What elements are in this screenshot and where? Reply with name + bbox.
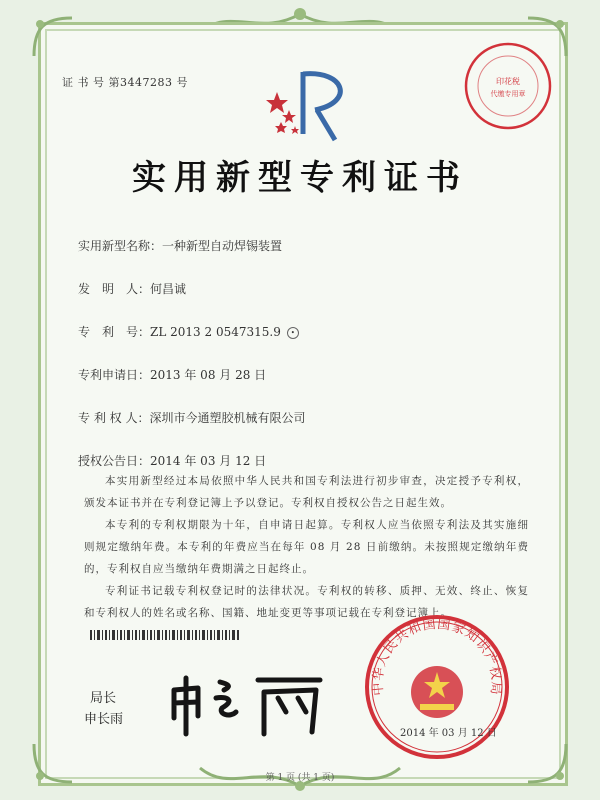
model-name-field [78, 237, 282, 254]
field-value: ZL 2013 2 0547315.9 [150, 325, 281, 339]
field-value: 何昌诚 [150, 282, 187, 296]
signature-name: 申长雨 [84, 712, 124, 727]
field-value: 2013 年 08 月 28 日 [150, 368, 267, 382]
small-seal [462, 40, 554, 132]
seal-date: 2014 年 03 月 12 日 [400, 728, 497, 739]
signature-title: 局长 [90, 691, 117, 706]
barcode [90, 630, 240, 640]
corner-ornament [30, 14, 76, 60]
seal-text: 中华人民共和国国家知识产权局 [370, 616, 504, 697]
patentee-field [78, 409, 305, 426]
announce-date-field [78, 452, 266, 469]
field-value: 2014 年 03 月 12 日 [150, 454, 267, 468]
body-paragraph: 专利证书记载专利权登记时的法律状况。专利权的转移、质押、无效、终止、恢复和专利权人的姓名或名称、国籍、地址变更等事项记载在专利登记簿上。 [84, 585, 529, 619]
svg-text:印花税: 印花税 [496, 77, 520, 86]
field-label: 专 利 号： [78, 325, 151, 339]
field-value: 一种新型自动焊锡装置 [162, 239, 283, 253]
field-label: 专利申请日： [78, 368, 151, 382]
field-value: 深圳市今通塑胶机械有限公司 [149, 411, 306, 425]
svg-text:代缴专用章: 代缴专用章 [490, 90, 526, 98]
official-seal [362, 612, 512, 762]
sipo-logo [255, 62, 365, 142]
page-footer: 第 1 页 (共 1 页) [265, 773, 335, 783]
filing-date-field [78, 366, 266, 383]
patent-number-field [78, 323, 299, 340]
inventor-field [78, 280, 186, 297]
field-label: 专 利 权 人： [78, 411, 150, 425]
field-label: 发 明 人： [78, 282, 151, 296]
certificate-number: 证 书 号 第3447283 号 [62, 76, 188, 89]
body-paragraph: 本实用新型经过本局依照中华人民共和国专利法进行初步审查，决定授予专利权，颁发本证书并在专利登记簿上予以登记。专利权自授权公告之日起生效。 [84, 475, 529, 509]
certificate-title: 实用新型专利证书 [132, 158, 468, 198]
field-label: 授权公告日： [78, 454, 151, 468]
field-label: 实用新型名称： [78, 239, 163, 253]
handwritten-signature [160, 660, 330, 740]
check-mark-icon: • [287, 327, 299, 339]
certificate-body [84, 470, 529, 624]
body-paragraph: 本专利的专利权期限为十年，自申请日起算。专利权人应当依照专利法及其实施细则规定缴纳年费。本专利的年费应当在每年 08 月 28 日前缴纳。未按照规定缴纳年费的，专利权自应当缴纳年费期满之日起终止。 [84, 519, 529, 575]
